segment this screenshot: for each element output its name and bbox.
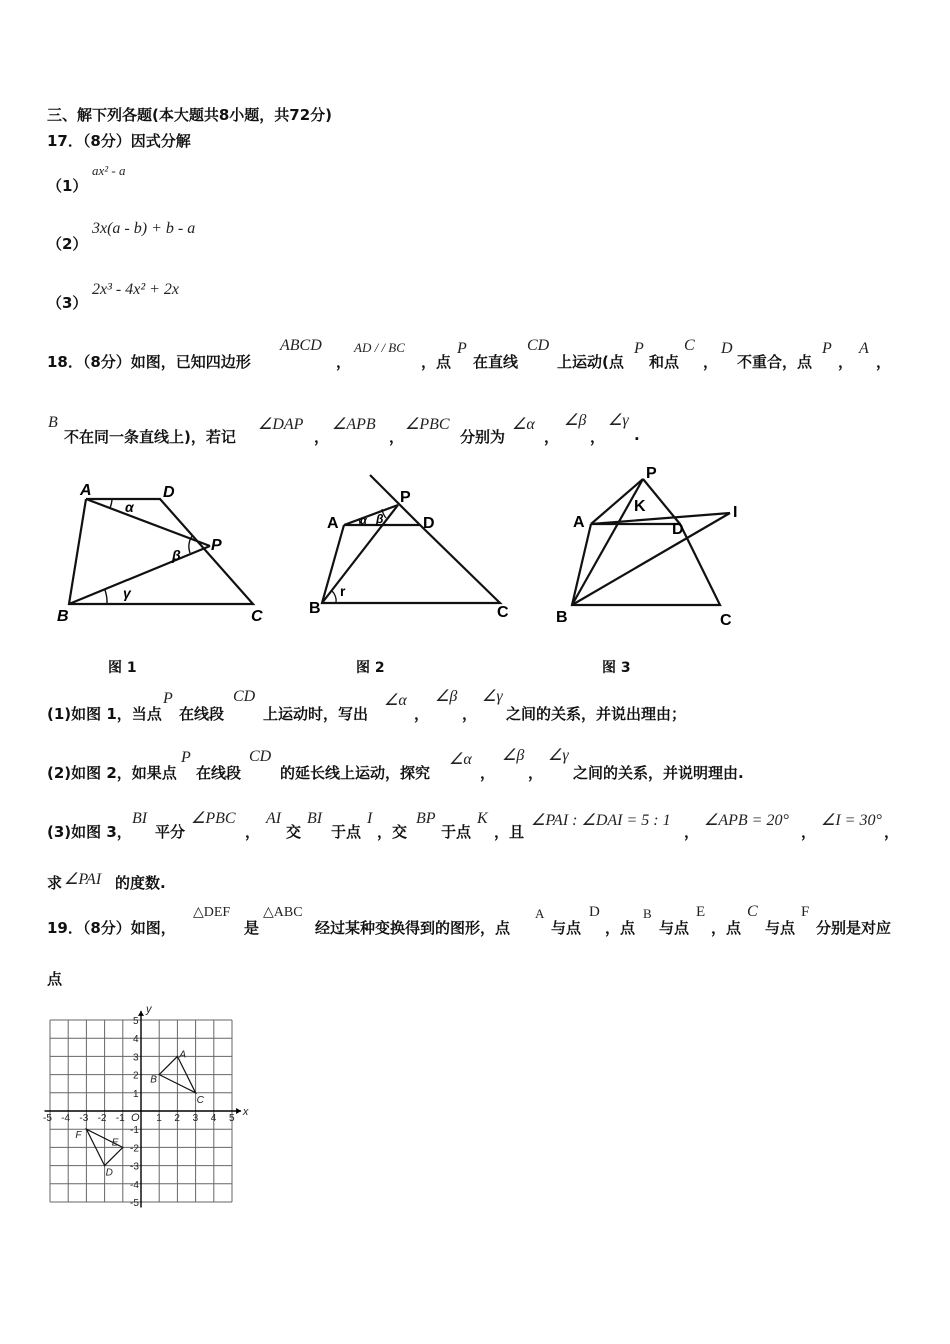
q18-text: ， (703, 353, 719, 371)
q19-text: 与点 (659, 919, 690, 937)
fig2-label-B: B (309, 600, 321, 617)
q19-text: 与点 (765, 919, 796, 937)
q18-sub1-math: ∠γ (482, 688, 503, 705)
fig1-label-P: P (211, 537, 222, 554)
y-tick-label: 1 (133, 1088, 139, 1100)
fig2-caption: 图 2 (356, 660, 385, 676)
fig1-caption: 图 1 (108, 660, 137, 676)
fig1-label-alpha: α (125, 499, 134, 515)
q18-text: ， (590, 428, 606, 446)
fig2-label-C: C (497, 604, 509, 621)
q17-part3-label: （3） (47, 294, 88, 312)
fig1-label-C: C (251, 608, 263, 625)
fig2-label-D: D (423, 515, 435, 532)
fig1-label-D: D (163, 484, 175, 501)
x-axis-label: x (242, 1106, 249, 1118)
q19-math: A (535, 906, 545, 921)
x-axis-arrow (236, 1108, 241, 1114)
q18-sub2-text: 的延长线上运动，探究 (280, 764, 431, 782)
x-tick-label: -5 (43, 1113, 52, 1124)
q18-sub2-math: P (181, 749, 191, 766)
q18-sub3-math: ∠PAI : ∠DAI = 5 : 1 (531, 812, 671, 829)
q18-sub3-text: ， (245, 823, 261, 841)
q18-math: ∠γ (608, 412, 629, 429)
q18-math: A (859, 340, 869, 357)
q18-sub2-text: ， (528, 764, 544, 782)
q18-sub3-text: ， (884, 823, 900, 841)
q18-sub3-math: K (477, 810, 488, 827)
q17-part1-expr: ax² - a (92, 163, 126, 178)
figure-2 (300, 470, 530, 630)
q18-sub3-text: 平分 (155, 823, 186, 841)
q18-text: ， (838, 353, 854, 371)
fig3-label-C: C (720, 612, 732, 629)
figure-3 (550, 462, 760, 632)
q18-math: C (684, 337, 695, 354)
q19-text: 19．（8分）如图， (47, 919, 176, 937)
x-tick-label: -2 (97, 1113, 107, 1124)
fig3-label-K: K (634, 498, 646, 515)
q18-math: ∠β (564, 412, 587, 429)
q18-math: ∠PBC (405, 416, 450, 433)
x-tick-label: -4 (61, 1113, 71, 1124)
q18-math: P (634, 340, 644, 357)
q18-sub3b-text: 的度数. (115, 874, 166, 892)
y-tick-label: -1 (130, 1125, 139, 1137)
q18-sub2-text: ， (480, 764, 496, 782)
coordinate-grid (44, 1005, 254, 1215)
q18-text: 分别为 (460, 428, 506, 446)
q19-math: B (643, 906, 652, 921)
y-tick-label: -2 (130, 1143, 139, 1155)
fig1-label-beta: β (172, 547, 181, 563)
fig3-label-A: A (573, 514, 585, 531)
x-tick-label: 1 (156, 1113, 162, 1124)
q18-sub3-text: (3)如图 3， (47, 823, 132, 841)
q18-sub3-math: BI (307, 810, 323, 827)
x-tick-label: -3 (79, 1113, 89, 1124)
q19-text: ，点 (711, 919, 742, 937)
q19-math: C (747, 903, 758, 920)
q18-sub3-math: I (367, 810, 373, 827)
y-tick-label: -3 (130, 1161, 139, 1173)
origin-label: O (131, 1112, 140, 1124)
q17-part3-expr: 2x³ - 4x² + 2x (92, 281, 180, 298)
q18-text: 和点 (649, 353, 680, 371)
q18-sub3-text: ， (801, 823, 817, 841)
y-tick-label: 3 (133, 1052, 139, 1064)
q18-sub3b-math: ∠PAI (64, 871, 102, 888)
fig2-label-P: P (400, 489, 411, 506)
q17-heading: 17．（8分）因式分解 (47, 132, 191, 150)
q18-math: AD / / BC (354, 340, 405, 355)
q19-text: ，点 (605, 919, 636, 937)
q18-math: CD (527, 337, 550, 354)
q19-text: 与点 (551, 919, 582, 937)
fig1-label-A: A (80, 482, 92, 499)
y-tick-label: -4 (130, 1179, 139, 1191)
q18-text: 18．（8分）如图，已知四边形 (47, 353, 251, 371)
y-tick-label: 5 (133, 1016, 139, 1027)
q18-sub3-text: ， (684, 823, 700, 841)
q18-sub2-math: ∠β (502, 747, 525, 764)
y-tick-label: 4 (133, 1034, 139, 1046)
fig3-caption: 图 3 (602, 660, 631, 676)
q18-sub1-text: ， (414, 705, 430, 723)
figure-1 (50, 478, 280, 628)
fig2-label-beta: β (376, 512, 384, 526)
fig3-label-P: P (646, 465, 657, 482)
point-label-b: B (150, 1074, 157, 1086)
q19-text: 点 (47, 970, 63, 988)
q18-sub1-text: 在线段 (179, 705, 225, 723)
q18-sub1-text: 之间的关系，并说出理由； (506, 705, 687, 723)
q18-sub1-text: 上运动时，写出 (263, 705, 369, 723)
q18-text: 在直线 (473, 353, 519, 371)
q18-sub1-text: ， (462, 705, 478, 723)
q18-sub1-text: (1)如图 1，当点 (47, 705, 162, 723)
q19-math: △ABC (263, 905, 303, 920)
q18-sub2-math: ∠γ (548, 747, 569, 764)
q19-math: E (696, 904, 706, 920)
q18-text: ， (336, 353, 352, 371)
q17-part2-label: （2） (47, 235, 88, 253)
q18-text: 上运动(点 (557, 353, 624, 371)
q18-math: P (457, 340, 467, 357)
q19-math: F (801, 904, 810, 920)
q19-text: 分别是对应 (816, 919, 892, 937)
q18-sub3-text: 交 (286, 823, 302, 841)
section-title: 三、解下列各题(本大题共8小题，共72分) (47, 106, 333, 124)
q18-sub3-math: BP (416, 810, 436, 827)
q18-text: 不重合，点 (737, 353, 813, 371)
y-tick-label: 2 (133, 1070, 139, 1082)
q18-sub1-math: ∠α (384, 692, 407, 709)
q18-text: ，点 (421, 353, 452, 371)
q18-sub2-text: 在线段 (196, 764, 242, 782)
point-label-e: E (111, 1137, 119, 1149)
point-label-d: D (105, 1167, 113, 1179)
fig1-label-B: B (57, 608, 69, 625)
q18-text: . (634, 426, 640, 444)
fig1-label-gamma: γ (123, 585, 131, 601)
q18-text: ， (314, 428, 330, 446)
q19-text: 经过某种变换得到的图形，点 (315, 919, 511, 937)
y-axis-arrow (138, 1011, 144, 1016)
x-tick-label: -1 (115, 1113, 125, 1124)
q18-sub3-text: 于点 (331, 823, 362, 841)
q18-sub3-math: ∠APB = 20° (704, 812, 789, 829)
q18-sub2-math: CD (249, 748, 272, 765)
q18-sub3-math: AI (266, 810, 282, 827)
q19-math: D (589, 904, 600, 920)
q18-math: ∠α (512, 416, 535, 433)
x-tick-label: 5 (229, 1113, 235, 1124)
q18-sub3b-text: 求 (47, 874, 63, 892)
q18-text: ， (876, 353, 892, 371)
q17-part2-expr: 3x(a - b) + b - a (92, 220, 196, 237)
q18-sub3-math: ∠I = 30° (821, 812, 882, 829)
q18-sub2-text: 之间的关系，并说明理由. (573, 764, 744, 782)
fig3-label-D: D (672, 521, 684, 538)
q18-math: ∠APB (332, 416, 376, 433)
q19-text: 是 (244, 919, 260, 937)
q18-sub3-text: ，且 (494, 823, 525, 841)
q18-sub1-math: ∠β (435, 688, 458, 705)
q18-sub1-math: CD (233, 688, 256, 705)
q19-math: △DEF (193, 905, 231, 920)
x-tick-label: 4 (210, 1113, 217, 1124)
q18-sub2-text: (2)如图 2，如果点 (47, 764, 177, 782)
point-label-a: A (179, 1049, 187, 1061)
fig2-label-r: r (340, 583, 346, 599)
x-tick-label: 2 (174, 1113, 180, 1124)
q18-sub3-math: BI (132, 810, 148, 827)
q17-part1-label: （1） (47, 177, 88, 195)
q18-text: ， (544, 428, 560, 446)
fig3-label-I: I (733, 504, 738, 521)
point-label-c: C (196, 1094, 204, 1106)
q18-sub3-text: ，交 (377, 823, 408, 841)
x-tick-label: 3 (192, 1113, 199, 1124)
q18-text: 不在同一条直线上)，若记 (64, 428, 236, 446)
fig3-label-B: B (556, 609, 568, 626)
q18-sub3-math: ∠PBC (191, 810, 236, 827)
q18-math: B (48, 414, 58, 431)
y-tick-label: -5 (130, 1198, 139, 1209)
fig2-label-A: A (327, 515, 339, 532)
q18-math: ABCD (280, 337, 322, 354)
q18-math: D (721, 340, 733, 357)
q18-sub1-math: P (163, 690, 173, 707)
q18-text: ， (389, 428, 405, 446)
fig2-label-alpha: α (360, 515, 367, 527)
q18-sub2-math: ∠α (449, 751, 472, 768)
q18-math: ∠DAP (258, 416, 304, 433)
q18-math: P (822, 340, 832, 357)
point-label-f: F (75, 1130, 82, 1142)
y-axis-label: y (146, 1003, 152, 1016)
q18-sub3-text: 于点 (441, 823, 472, 841)
